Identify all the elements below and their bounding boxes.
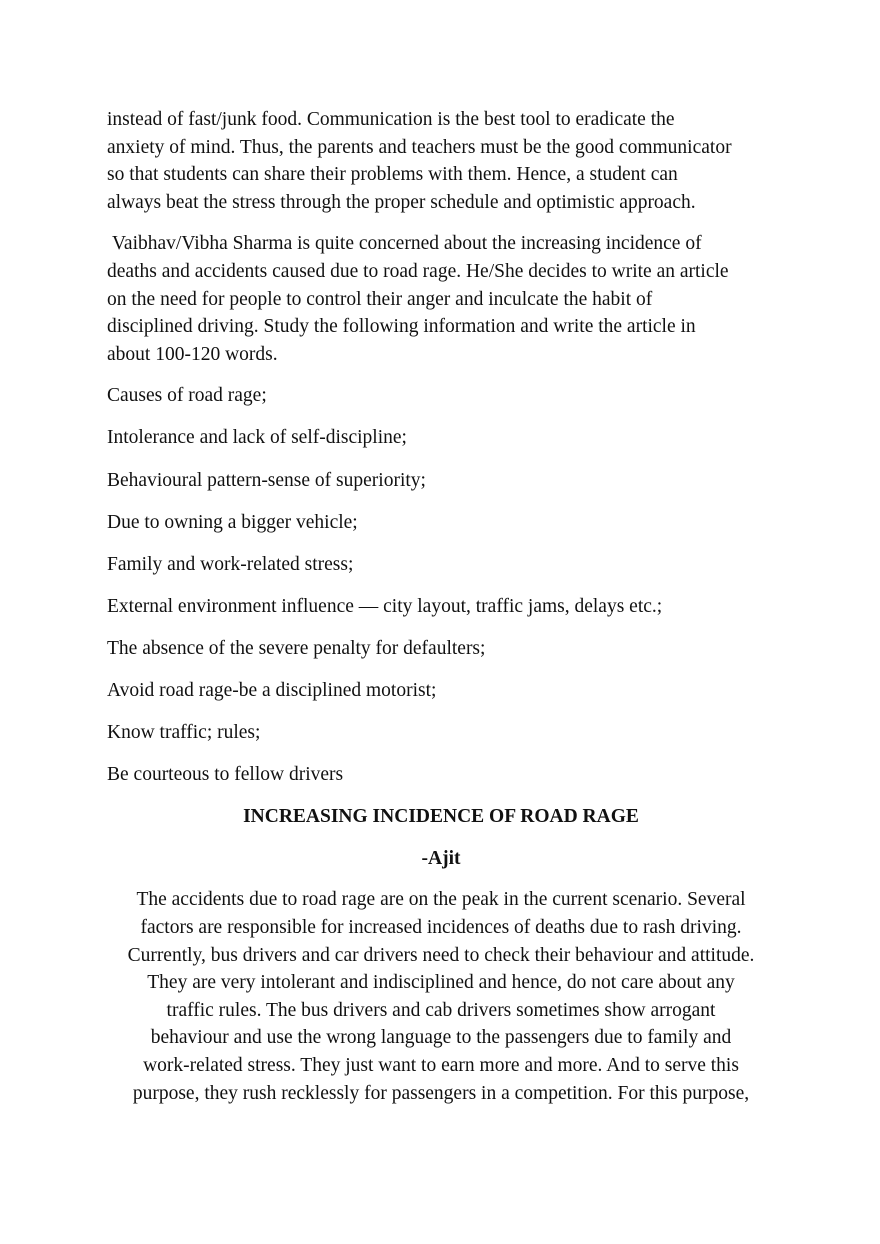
text-line: disciplined driving. Study the following information and write the article in [107,316,696,338]
article-title: INCREASING INCIDENCE OF ROAD RAGE [243,806,639,828]
article-line: They are very intolerant and indisciplined and hence, do not care about any [147,972,735,994]
text-line: anxiety of mind. Thus, the parents and teachers must be the good communicator [107,136,732,158]
text-line: deaths and accidents caused due to road rage. He/She decides to write an article [107,260,729,282]
question-paragraph [107,230,775,368]
article-line: Currently, bus drivers and car drivers need to check their behaviour and attitude. [127,944,755,966]
text-line: Vaibhav/Vibha Sharma is quite concerned about the increasing incidence of [112,233,702,255]
info-point: The absence of the severe penalty for defaulters; [107,637,486,659]
info-point: Know traffic; rules; [107,722,261,744]
text-line: instead of fast/junk food. Communication is the best tool to eradicate the [107,109,675,130]
text-line: on the need for people to control their anger and inculcate the habit of [107,288,653,310]
info-point: External environment influence — city layout, traffic jams, delays etc.; [107,595,663,617]
info-points-list [107,382,775,788]
page-content [107,106,775,1107]
info-point: Due to owning a bigger vehicle; [107,511,358,533]
info-point: Family and work-related stress; [107,553,354,575]
article-line: factors are responsible for increased incidences of deaths due to rash driving. [140,917,742,939]
article-line: The accidents due to road rage are on the peak in the current scenario. Several [136,889,746,911]
info-point: Avoid road rage-be a disciplined motorist; [107,680,437,701]
article-line: behaviour and use the wrong language to the passengers due to family and [150,1027,732,1049]
text-line: always beat the stress through the proper schedule and optimistic approach. [107,191,696,213]
info-point: Intolerance and lack of self-discipline; [107,427,407,449]
info-point: Causes of road rage; [107,385,267,407]
intro-paragraph [107,106,775,216]
text-line: about 100-120 words. [107,343,278,365]
info-point: Behavioural pattern-sense of superiority; [107,469,426,491]
article-line: purpose, they rush recklessly for passengers in a competition. For this purpose, [132,1082,750,1104]
article-author: -Ajit [421,847,461,869]
article-body [107,886,775,1107]
text-line: so that students can share their problems with them. Hence, a student can [107,164,678,186]
info-point: Be courteous to fellow drivers [107,764,344,786]
article-line: traffic rules. The bus drivers and cab drivers sometimes show arrogant [166,999,716,1021]
article-line: work-related stress. They just want to earn more and more. And to serve this [143,1055,739,1077]
